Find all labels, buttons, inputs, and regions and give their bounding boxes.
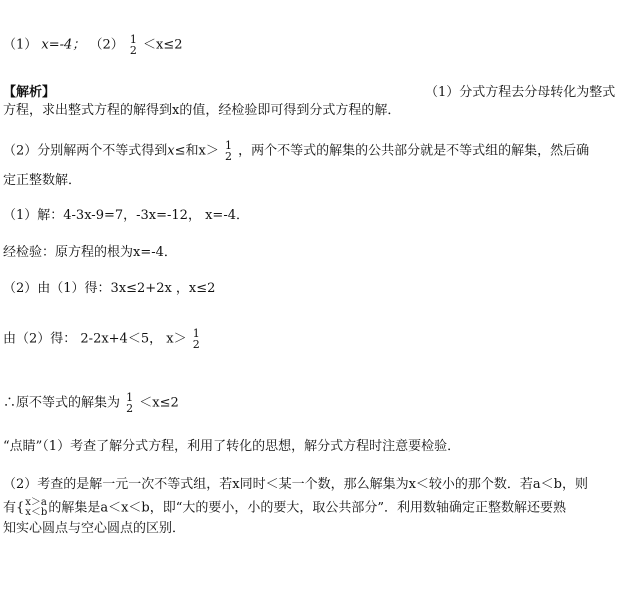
- analysis-title-line: [3, 84, 55, 102]
- solution-line5-fraction: [126, 392, 133, 414]
- solution-text-1: （1）解：4-3x-9=7，-3x=-12， x=-4．: [3, 208, 249, 223]
- solution-line4-fraction: [193, 328, 200, 350]
- analysis-p1-text-a: （1）分式方程去分母转化为整式: [425, 85, 616, 100]
- answer-part1-label: （1）: [3, 37, 38, 53]
- answer-fraction: [130, 34, 137, 56]
- comment-text-3: 的解集是a＜x＜b，即“大的要小，小的要大，取公共部分”．利用数轴确定正整数解还要熟: [48, 500, 567, 516]
- analysis-p2-text-b: 定正整数解．: [3, 173, 82, 188]
- fraction-numerator: 1: [126, 391, 134, 404]
- analysis-p2-var: x: [167, 143, 175, 159]
- comment-brace: 有{: [3, 500, 25, 516]
- solution-text-4: 由（2）得： 2-2x+4＜5， x＞: [3, 331, 187, 347]
- comment-line-3: [3, 498, 566, 518]
- comment-text-1: “点睛”（1）考查了解分式方程，利用了转化的思想，解分式方程时注意要检验．: [3, 439, 461, 454]
- analysis-p1-b: [3, 102, 400, 120]
- solution-line-4: [3, 328, 202, 350]
- solution-text-3: （2）由（1）得：3x≤2+2x ，x≤2: [3, 281, 216, 296]
- fraction-denominator: 2: [225, 150, 232, 163]
- analysis-p2-a: [3, 140, 589, 162]
- comment-line-4: [3, 520, 185, 538]
- analysis-p2-b: [3, 172, 81, 190]
- solution-text-2: 经检验：原方程的根为x=-4．: [3, 245, 177, 260]
- solution-text-5-post: ＜x≤2: [139, 395, 179, 411]
- solution-line-3: [3, 280, 215, 298]
- analysis-p1-text-b: 方程，求出整式方程的解得到x的值，经检验即可得到分式方程的解．: [3, 103, 401, 118]
- fraction-numerator: 1: [129, 33, 137, 46]
- analysis-p2-fraction: [225, 140, 232, 162]
- analysis-p2-pre: （2）分别解两个不等式得到: [3, 143, 168, 159]
- fraction-denominator: 2: [126, 402, 134, 415]
- solution-line-5: [3, 392, 179, 414]
- analysis-title: 【解析】: [3, 85, 56, 100]
- answer-inequality: ＜x≤2: [143, 37, 183, 53]
- answer-line: [3, 34, 183, 56]
- fraction-denominator: 2: [129, 44, 137, 57]
- system-top: x＞a: [25, 497, 47, 508]
- fraction-numerator: 1: [225, 139, 232, 152]
- system-bottom: x＜b: [25, 507, 48, 518]
- comment-text-2: （2）考查的是解一元一次不等式组，若x同时＜某一个数，那么解集为x＜较小的那个数．若a＜b，则: [3, 477, 589, 492]
- analysis-p2-mid: ≤和x＞: [174, 143, 219, 159]
- solution-line-1: [3, 207, 249, 225]
- comment-text-4: 知实心圆点与空心圆点的区别．: [3, 521, 186, 536]
- solution-line-2: [3, 244, 177, 262]
- solution-text-5: ∴原不等式的解集为: [3, 395, 121, 411]
- answer-x-value: x=-4；: [41, 37, 86, 53]
- comment-line-2: [3, 476, 588, 494]
- comment-inequality-system: [25, 498, 47, 518]
- analysis-p2-post: ，两个不等式的解集的公共部分就是不等式组的解集，然后确: [238, 143, 590, 159]
- fraction-denominator: 2: [192, 338, 200, 351]
- fraction-numerator: 1: [192, 327, 200, 340]
- answer-part2-label: （2）: [89, 37, 124, 53]
- comment-line-1: [3, 438, 460, 456]
- analysis-p1-a: [425, 84, 615, 102]
